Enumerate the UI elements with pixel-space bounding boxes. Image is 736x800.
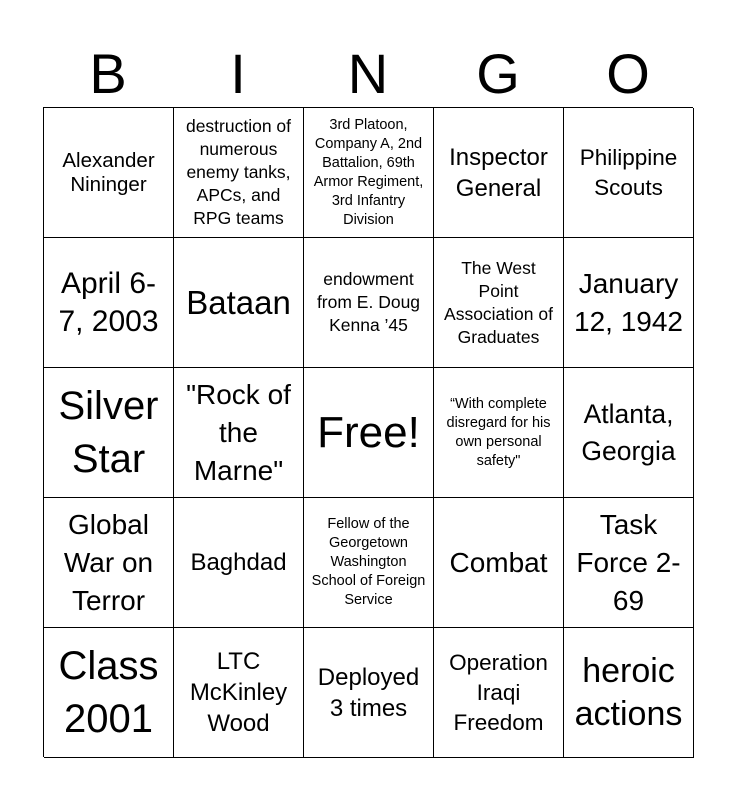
bingo-cell-r4c3[interactable] — [304, 498, 434, 628]
cell-text: Deployed 3 times — [317, 663, 420, 722]
cell-text: Baghdad — [190, 549, 287, 576]
cell-text: LTC McKinley Wood — [189, 648, 288, 737]
bingo-cell-r5c3[interactable] — [304, 628, 434, 758]
bingo-cell-r3c1[interactable] — [44, 368, 174, 498]
cell-text: endowment from E. Doug Kenna ’45 — [316, 269, 421, 335]
cell-text: Class 2001 — [58, 643, 159, 741]
header-letter-g: G — [476, 42, 520, 105]
cell-text: Bataan — [186, 283, 291, 321]
cell-text: Philippine Scouts — [579, 144, 678, 200]
cell-text: January 12, 1942 — [574, 267, 683, 337]
cell-text: Fellow of the Georgetown Washington School of Foreign Service — [311, 516, 426, 608]
free-space[interactable] — [304, 368, 434, 498]
cell-text: April 6-7, 2003 — [58, 266, 159, 338]
bingo-cell-r2c2[interactable] — [174, 238, 304, 368]
bingo-cell-r2c3[interactable] — [304, 238, 434, 368]
bingo-cell-r2c1[interactable] — [44, 238, 174, 368]
cell-text: heroic actions — [574, 651, 683, 733]
header-letter-n: N — [347, 42, 389, 105]
cell-text: The West Point Association of Graduates — [444, 257, 553, 347]
bingo-cell-r5c4[interactable] — [434, 628, 564, 758]
header-letter-b: B — [89, 42, 127, 105]
bingo-cell-r4c4[interactable] — [434, 498, 564, 628]
bingo-cell-r3c4[interactable] — [434, 368, 564, 498]
cell-text: Combat — [449, 546, 548, 578]
bingo-cell-r4c5[interactable] — [564, 498, 694, 628]
cell-text: "Rock of the Marne" — [186, 378, 291, 486]
bingo-cell-r4c2[interactable] — [174, 498, 304, 628]
bingo-cell-r3c5[interactable] — [564, 368, 694, 498]
free-space-text: Free! — [317, 407, 420, 457]
bingo-cell-r3c2[interactable] — [174, 368, 304, 498]
bingo-cell-r1c4[interactable] — [434, 108, 564, 238]
cell-text: Global War on Terror — [63, 508, 154, 616]
cell-text: Atlanta, Georgia — [581, 398, 676, 466]
cell-text: destruction of numerous enemy tanks, APCs, and RPG teams — [185, 116, 292, 228]
bingo-grid — [43, 107, 693, 757]
cell-text: Inspector General — [449, 143, 548, 202]
header-letter-i: I — [230, 42, 246, 105]
cell-text: Silver Star — [58, 383, 159, 481]
bingo-cell-r1c2[interactable] — [174, 108, 304, 238]
bingo-cell-r5c5[interactable] — [564, 628, 694, 758]
bingo-cell-r1c1[interactable] — [44, 108, 174, 238]
bingo-cell-r1c3[interactable] — [304, 108, 434, 238]
bingo-header — [43, 40, 693, 108]
bingo-cell-r4c1[interactable] — [44, 498, 174, 628]
bingo-cell-r1c5[interactable] — [564, 108, 694, 238]
bingo-cell-r5c2[interactable] — [174, 628, 304, 758]
bingo-cell-r2c4[interactable] — [434, 238, 564, 368]
header-letter-o: O — [606, 42, 650, 105]
cell-text: Task Force 2-69 — [576, 508, 681, 616]
bingo-cell-r2c5[interactable] — [564, 238, 694, 368]
cell-text: “With complete disregard for his own personal safety" — [446, 395, 551, 469]
bingo-cell-r5c1[interactable] — [44, 628, 174, 758]
cell-text: 3rd Platoon, Company A, 2nd Battalion, 69th Armor Regiment, 3rd Infantry Division — [313, 116, 424, 228]
cell-text: Alexander Nininger — [62, 148, 155, 196]
cell-text: Operation Iraqi Freedom — [449, 649, 548, 735]
